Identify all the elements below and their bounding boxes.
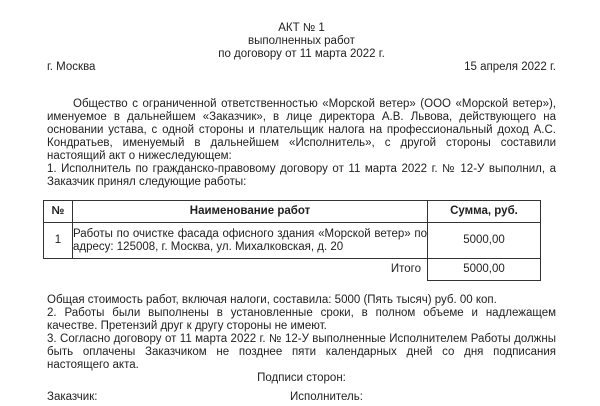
- city-date-row: [47, 61, 556, 74]
- clause-3: 3. Согласно договору от 11 марта 2022 г. № 12-У выполненные Исполнителем Работы должны быть оплачены Заказчиком не позднее пяти календарных дней со дня подписания настоящего акта.: [47, 333, 556, 371]
- date-label: 15 апреля 2022 г.: [464, 61, 556, 73]
- intro-block: [47, 98, 556, 189]
- total-label-cell: Итого: [390, 263, 421, 276]
- contractor-label: Исполнитель:: [290, 391, 363, 403]
- row-number-cell: 1: [44, 223, 73, 259]
- column-header-sum: Сумма, руб.: [428, 201, 541, 223]
- city-label: г. Москва: [47, 61, 96, 73]
- customer-label: Заказчик:: [47, 391, 98, 403]
- act-title-line-2: выполненных работ: [248, 35, 355, 47]
- total-cost-paragraph: Общая стоимость работ, включая налоги, составила: 5000 (Пять тысяч) руб. 00 коп.: [47, 294, 497, 306]
- table-total-row: [44, 259, 541, 281]
- signature-row: [47, 391, 556, 404]
- signatures-heading: Подписи сторон:: [257, 372, 346, 384]
- total-sum-cell: 5000,00: [428, 259, 541, 281]
- work-description-cell: Работы по очистке фасада офисного здания «Морской ветер» по адресу: 125008, г. Москва, ул. Михалковская, д. 20: [73, 223, 428, 259]
- closing-block: [47, 294, 556, 404]
- act-title-line-3: по договору от 11 марта 2022 г.: [218, 48, 385, 60]
- table-header-row: [44, 201, 541, 223]
- act-title-line-1: АКТ № 1: [278, 22, 325, 34]
- clause-1: 1. Исполнитель по гражданско-правовому договору от 11 марта 2022 г. № 12-У выполнил, а Заказчик принял следующие работы:: [47, 163, 556, 188]
- column-header-work-name: Наименование работ: [73, 201, 428, 223]
- table-row: [44, 223, 541, 259]
- clause-2: 2. Работы были выполнены в установленные сроки, в полном объеме и надлежащем качестве. Претензий друг к другу стороны не имеют.: [47, 307, 556, 332]
- works-table: [43, 200, 541, 281]
- intro-paragraph: Общество с ограниченной ответственностью «Морской ветер» (ООО «Морской ветер»), именуемое в дальнейшем «Заказчик», в лице директора А.В. Львова, действующего на основании устава, с одной стороны и плательщик налога на профессиональный доход А.С. Кондратьев, именуемый в дальнейшем «Исполнитель», с другой стороны составили настоящий акт о нижеследующем:: [47, 98, 556, 162]
- work-sum-cell: 5000,00: [428, 223, 541, 259]
- column-header-number: №: [44, 201, 73, 223]
